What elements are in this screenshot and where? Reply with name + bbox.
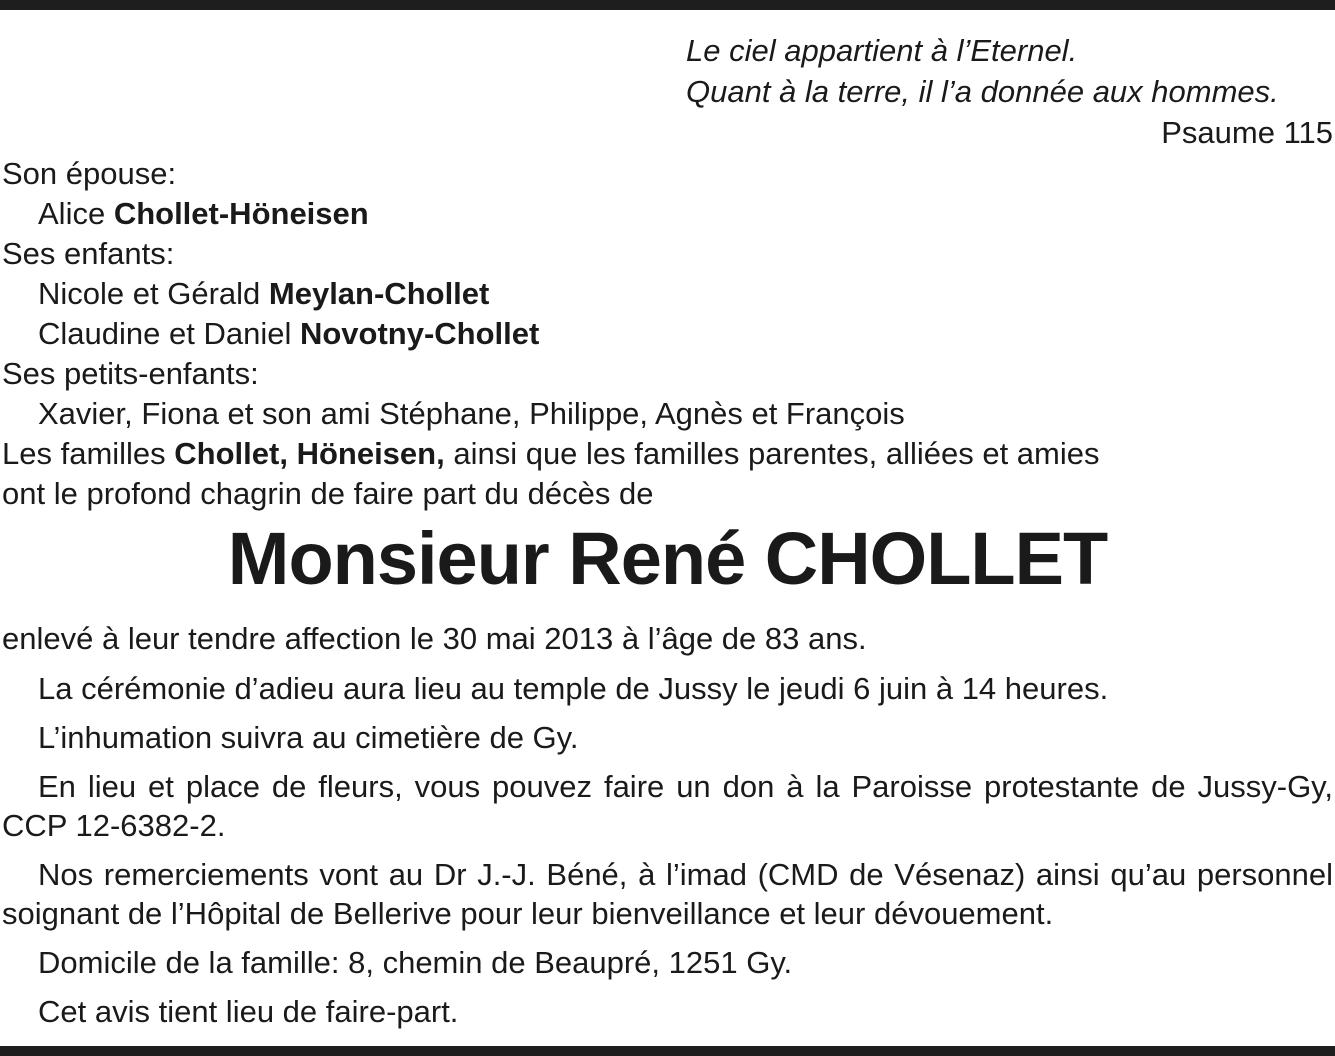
child-2-first-names: Claudine et Daniel — [38, 316, 300, 351]
announcement-text: ont le profond chagrin de faire part du décès de — [2, 476, 654, 511]
thanks-text: Nos remerciements vont au Dr J.-J. Béné, à l’imad (CMD de Vésenaz) ainsi qu’au personnel soignant de l’Hôpital de Bellerive pour leur bienveillance et leur dévouement. — [2, 857, 1333, 931]
epigraph — [686, 30, 1335, 153]
family-list — [2, 154, 1332, 514]
deceased-name: Monsieur René CHOLLET — [227, 517, 1108, 600]
spouse-first-name: Alice — [38, 196, 114, 231]
family-address: Domicile de la famille: 8, chemin de Beaupré, 1251 Gy. — [38, 945, 793, 980]
families-suffix: ainsi que les familles parentes, alliées et amies — [444, 436, 1100, 471]
extended-families — [2, 434, 1332, 474]
children-heading: Ses enfants: — [2, 236, 175, 271]
child-1-last-name: Meylan-Chollet — [268, 276, 490, 311]
child-1-first-names: Nicole et Gérald — [38, 276, 269, 311]
spouse-last-name: Chollet-Höneisen — [113, 196, 369, 231]
notice-details — [2, 619, 1333, 1041]
spouse-heading: Son épouse: — [2, 156, 177, 191]
families-prefix: Les familles — [2, 436, 175, 471]
families-names: Chollet, Höneisen, — [174, 436, 445, 471]
donation-text: En lieu et place de fleurs, vous pouvez faire un don à la Paroisse protestante de Jussy-Gy, CCP 12-6382-2. — [2, 769, 1333, 843]
spouse-name — [2, 194, 1332, 234]
grandchildren-heading: Ses petits-enfants: — [2, 356, 259, 391]
death-date-text: enlevé à leur tendre affection le 30 mai 2013 à l’âge de 83 ans. — [2, 621, 867, 656]
burial-text: L’inhumation suivra au cimetière de Gy. — [38, 720, 579, 755]
epigraph-source: Psaume 115 — [1161, 115, 1333, 150]
child-1-name — [2, 274, 1332, 314]
grandchildren-names: Xavier, Fiona et son ami Stéphane, Philippe, Agnès et François — [38, 396, 905, 431]
top-border-rule — [0, 0, 1335, 10]
ceremony-text: La cérémonie d’adieu aura lieu au temple de Jussy le jeudi 6 juin à 14 heures. — [38, 671, 1109, 706]
epigraph-line-2: Quant à la terre, il l’a donnée aux hommes. — [686, 74, 1279, 109]
bottom-border-rule — [0, 1046, 1335, 1056]
child-2-name — [2, 314, 1332, 354]
epigraph-line-1: Le ciel appartient à l’Eternel. — [686, 33, 1078, 68]
notice-text: Cet avis tient lieu de faire-part. — [38, 994, 459, 1029]
child-2-last-name: Novotny-Chollet — [299, 316, 540, 351]
